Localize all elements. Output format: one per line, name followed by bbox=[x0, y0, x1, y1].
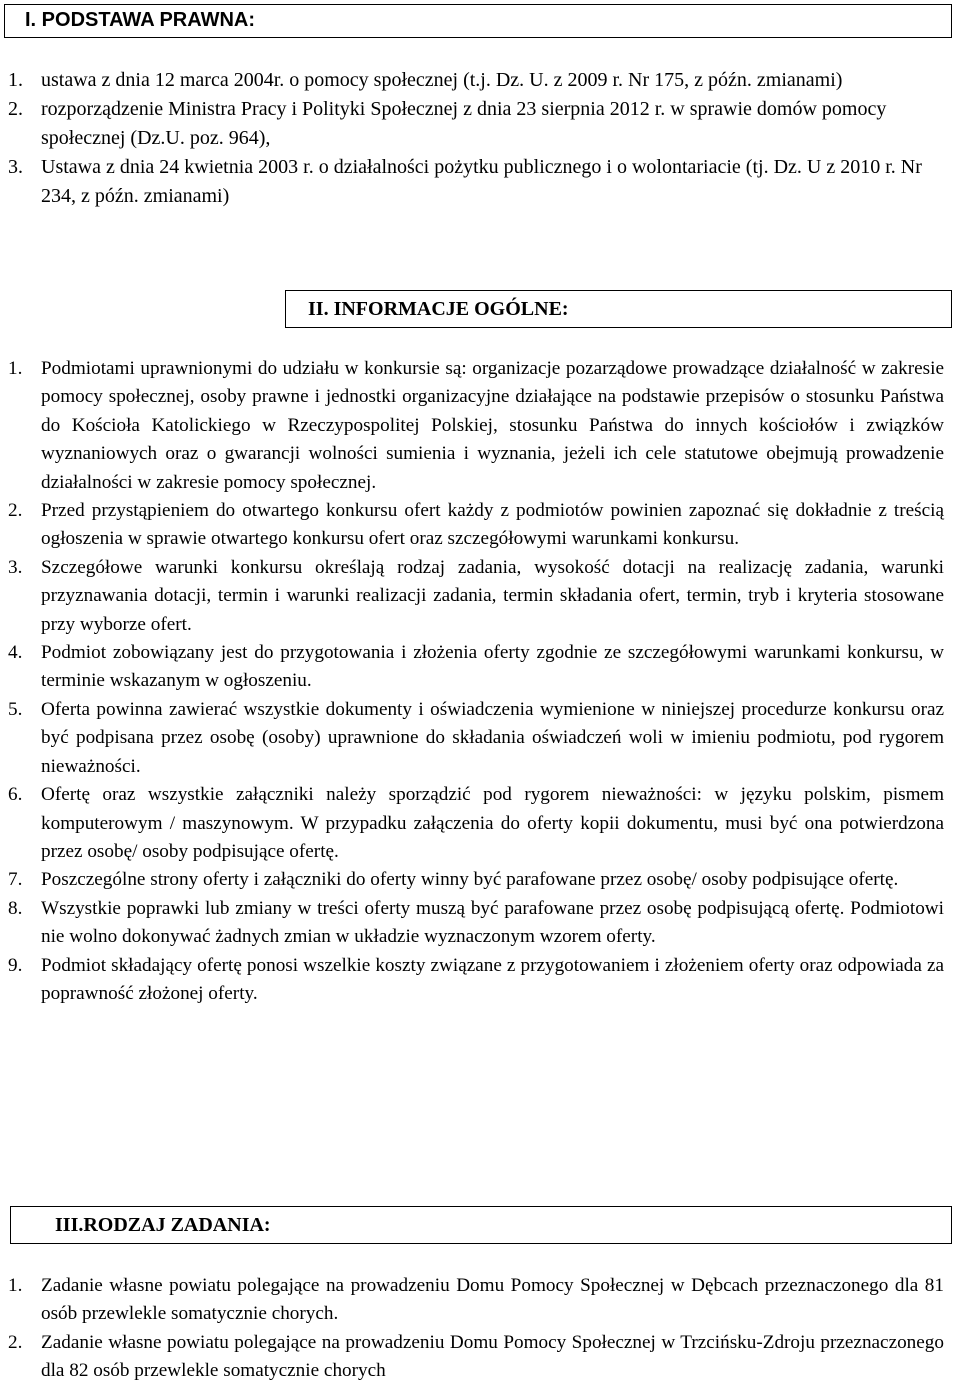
list-item-text: Zadanie własne powiatu polegające na prowadzeniu Domu Pomocy Społecznej w Dębcach przeznaczonego dla 81 osób przewlekle somatycznie chorych. bbox=[41, 1275, 944, 1325]
list-item-number: 3. bbox=[8, 556, 23, 578]
list-item bbox=[8, 1272, 944, 1329]
list-item bbox=[8, 95, 944, 153]
section-1-heading: I. PODSTAWA PRAWNA: bbox=[25, 9, 255, 31]
list-item bbox=[8, 355, 944, 497]
task-type-list bbox=[8, 1272, 944, 1386]
list-item-number: 1. bbox=[8, 1275, 23, 1296]
list-item bbox=[8, 153, 944, 211]
section-1-heading-box bbox=[4, 4, 952, 38]
section-2-heading-box bbox=[285, 290, 952, 328]
section-2-heading: II. INFORMACJE OGÓLNE: bbox=[308, 298, 569, 320]
list-item-number: 1. bbox=[8, 69, 23, 91]
list-item-text: Wszystkie poprawki lub zmiany w treści oferty muszą być parafowane przez osobę podpisującą ofertę. Podmiotowi nie wolno dokonywać żadnych zmian w układzie wyznaczonym wzorem oferty. bbox=[41, 897, 944, 948]
list-item bbox=[8, 952, 944, 1009]
list-item-number: 8. bbox=[8, 897, 23, 919]
list-item bbox=[8, 781, 944, 866]
list-item-number: 7. bbox=[8, 869, 23, 891]
list-item bbox=[8, 639, 944, 696]
list-item-number: 5. bbox=[8, 698, 23, 720]
section-3-heading-box bbox=[10, 1206, 952, 1244]
list-item bbox=[8, 497, 944, 554]
list-item-number: 9. bbox=[8, 954, 23, 976]
list-item-text: rozporządzenie Ministra Pracy i Polityki Społecznej z dnia 23 sierpnia 2012 r. w sprawie domów pomocy społecznej (Dz.U. poz. 964), bbox=[41, 98, 887, 149]
list-item-text: Przed przystąpieniem do otwartego konkursu ofert każdy z podmiotów powinien zapoznać się dokładnie z treścią ogłoszenia w sprawie otwartego konkursu ofert oraz szczegółowymi warunkami konkursu. bbox=[41, 500, 944, 550]
list-item-text: Podmiot zobowiązany jest do przygotowania i złożenia oferty zgodnie ze szczegółowymi warunkami konkursu, w terminie wskazanym w ogłoszeniu. bbox=[41, 642, 944, 692]
list-item-text: Podmiotami uprawnionymi do udziału w konkursie są: organizacje pozarządowe prowadzące działalność w zakresie pomocy społecznej, osoby prawne i jednostki organizacyjne działające na podstawie przepisów o stosunku Państwa do Kościoła Katolickiego w Rzeczypospolitej Polskiej, stosunku Państwa do innych kościołów i związków wyznaniowych oraz o gwarancji wolności sumienia i wyznania, jeżeli ich cele statutowe obejmują prowadzenie działalności w zakresie pomocy społecznej. bbox=[41, 358, 944, 493]
list-item-text: Oferta powinna zawierać wszystkie dokumenty i oświadczenia wymienione w niniejszej procedurze konkursu oraz być podpisana przez osobę (osoby) uprawnione do składania oświadczeń woli w imieniu podmiotu, pod rygorem nieważności. bbox=[41, 698, 944, 777]
general-information-list bbox=[8, 355, 944, 1008]
list-item-number: 4. bbox=[8, 642, 23, 664]
list-item bbox=[8, 554, 944, 639]
list-item-text: Ustawa z dnia 24 kwietnia 2003 r. o działalności pożytku publicznego i o wolontariacie (tj. Dz. U z 2010 r. Nr 234, z późn. zmianami) bbox=[41, 156, 922, 207]
list-item-text: ustawa z dnia 12 marca 2004r. o pomocy społecznej (t.j. Dz. U. z 2009 r. Nr 175, z późn. zmianami) bbox=[41, 69, 843, 91]
list-item bbox=[8, 1329, 944, 1386]
list-item bbox=[8, 866, 944, 894]
list-item-number: 6. bbox=[8, 784, 23, 806]
list-item-number: 3. bbox=[8, 156, 23, 178]
list-item-text: Ofertę oraz wszystkie załączniki należy sporządzić pod rygorem nieważności: w języku polskim, pismem komputerowym / maszynowym. W przypadku załączenia do oferty kopii dokumentu, musi być ona potwierdzona przez osobę/ osoby podpisujące ofertę. bbox=[41, 784, 944, 862]
list-item-text: Szczegółowe warunki konkursu określają rodzaj zadania, wysokość dotacji na realizację zadania, warunki przyznawania dotacji, termin i warunki realizacji zadania, termin składania ofert, termin, tryb i kryteria stosowane przy wyborze ofert. bbox=[41, 556, 944, 635]
list-item bbox=[8, 895, 944, 952]
list-item-number: 2. bbox=[8, 500, 23, 522]
list-item-number: 2. bbox=[8, 98, 23, 120]
list-item-number: 2. bbox=[8, 1331, 23, 1353]
list-item-text: Zadanie własne powiatu polegające na prowadzeniu Domu Pomocy Społecznej w Trzcińsku-Zdroju przeznaczonego dla 82 osób przewlekle somatycznie chorych bbox=[41, 1331, 944, 1382]
list-item bbox=[8, 696, 944, 781]
list-item-text: Poszczególne strony oferty i załączniki do oferty winny być parafowane przez osobę/ osoby podpisujące ofertę. bbox=[41, 869, 899, 891]
list-item bbox=[8, 66, 944, 95]
section-3-heading: III.RODZAJ ZADANIA: bbox=[55, 1214, 271, 1236]
legal-basis-list bbox=[8, 66, 944, 211]
list-item-text: Podmiot składający ofertę ponosi wszelkie koszty związane z przygotowaniem i złożeniem oferty oraz odpowiada za poprawność złożonej oferty. bbox=[41, 954, 944, 1004]
list-item-number: 1. bbox=[8, 358, 23, 379]
